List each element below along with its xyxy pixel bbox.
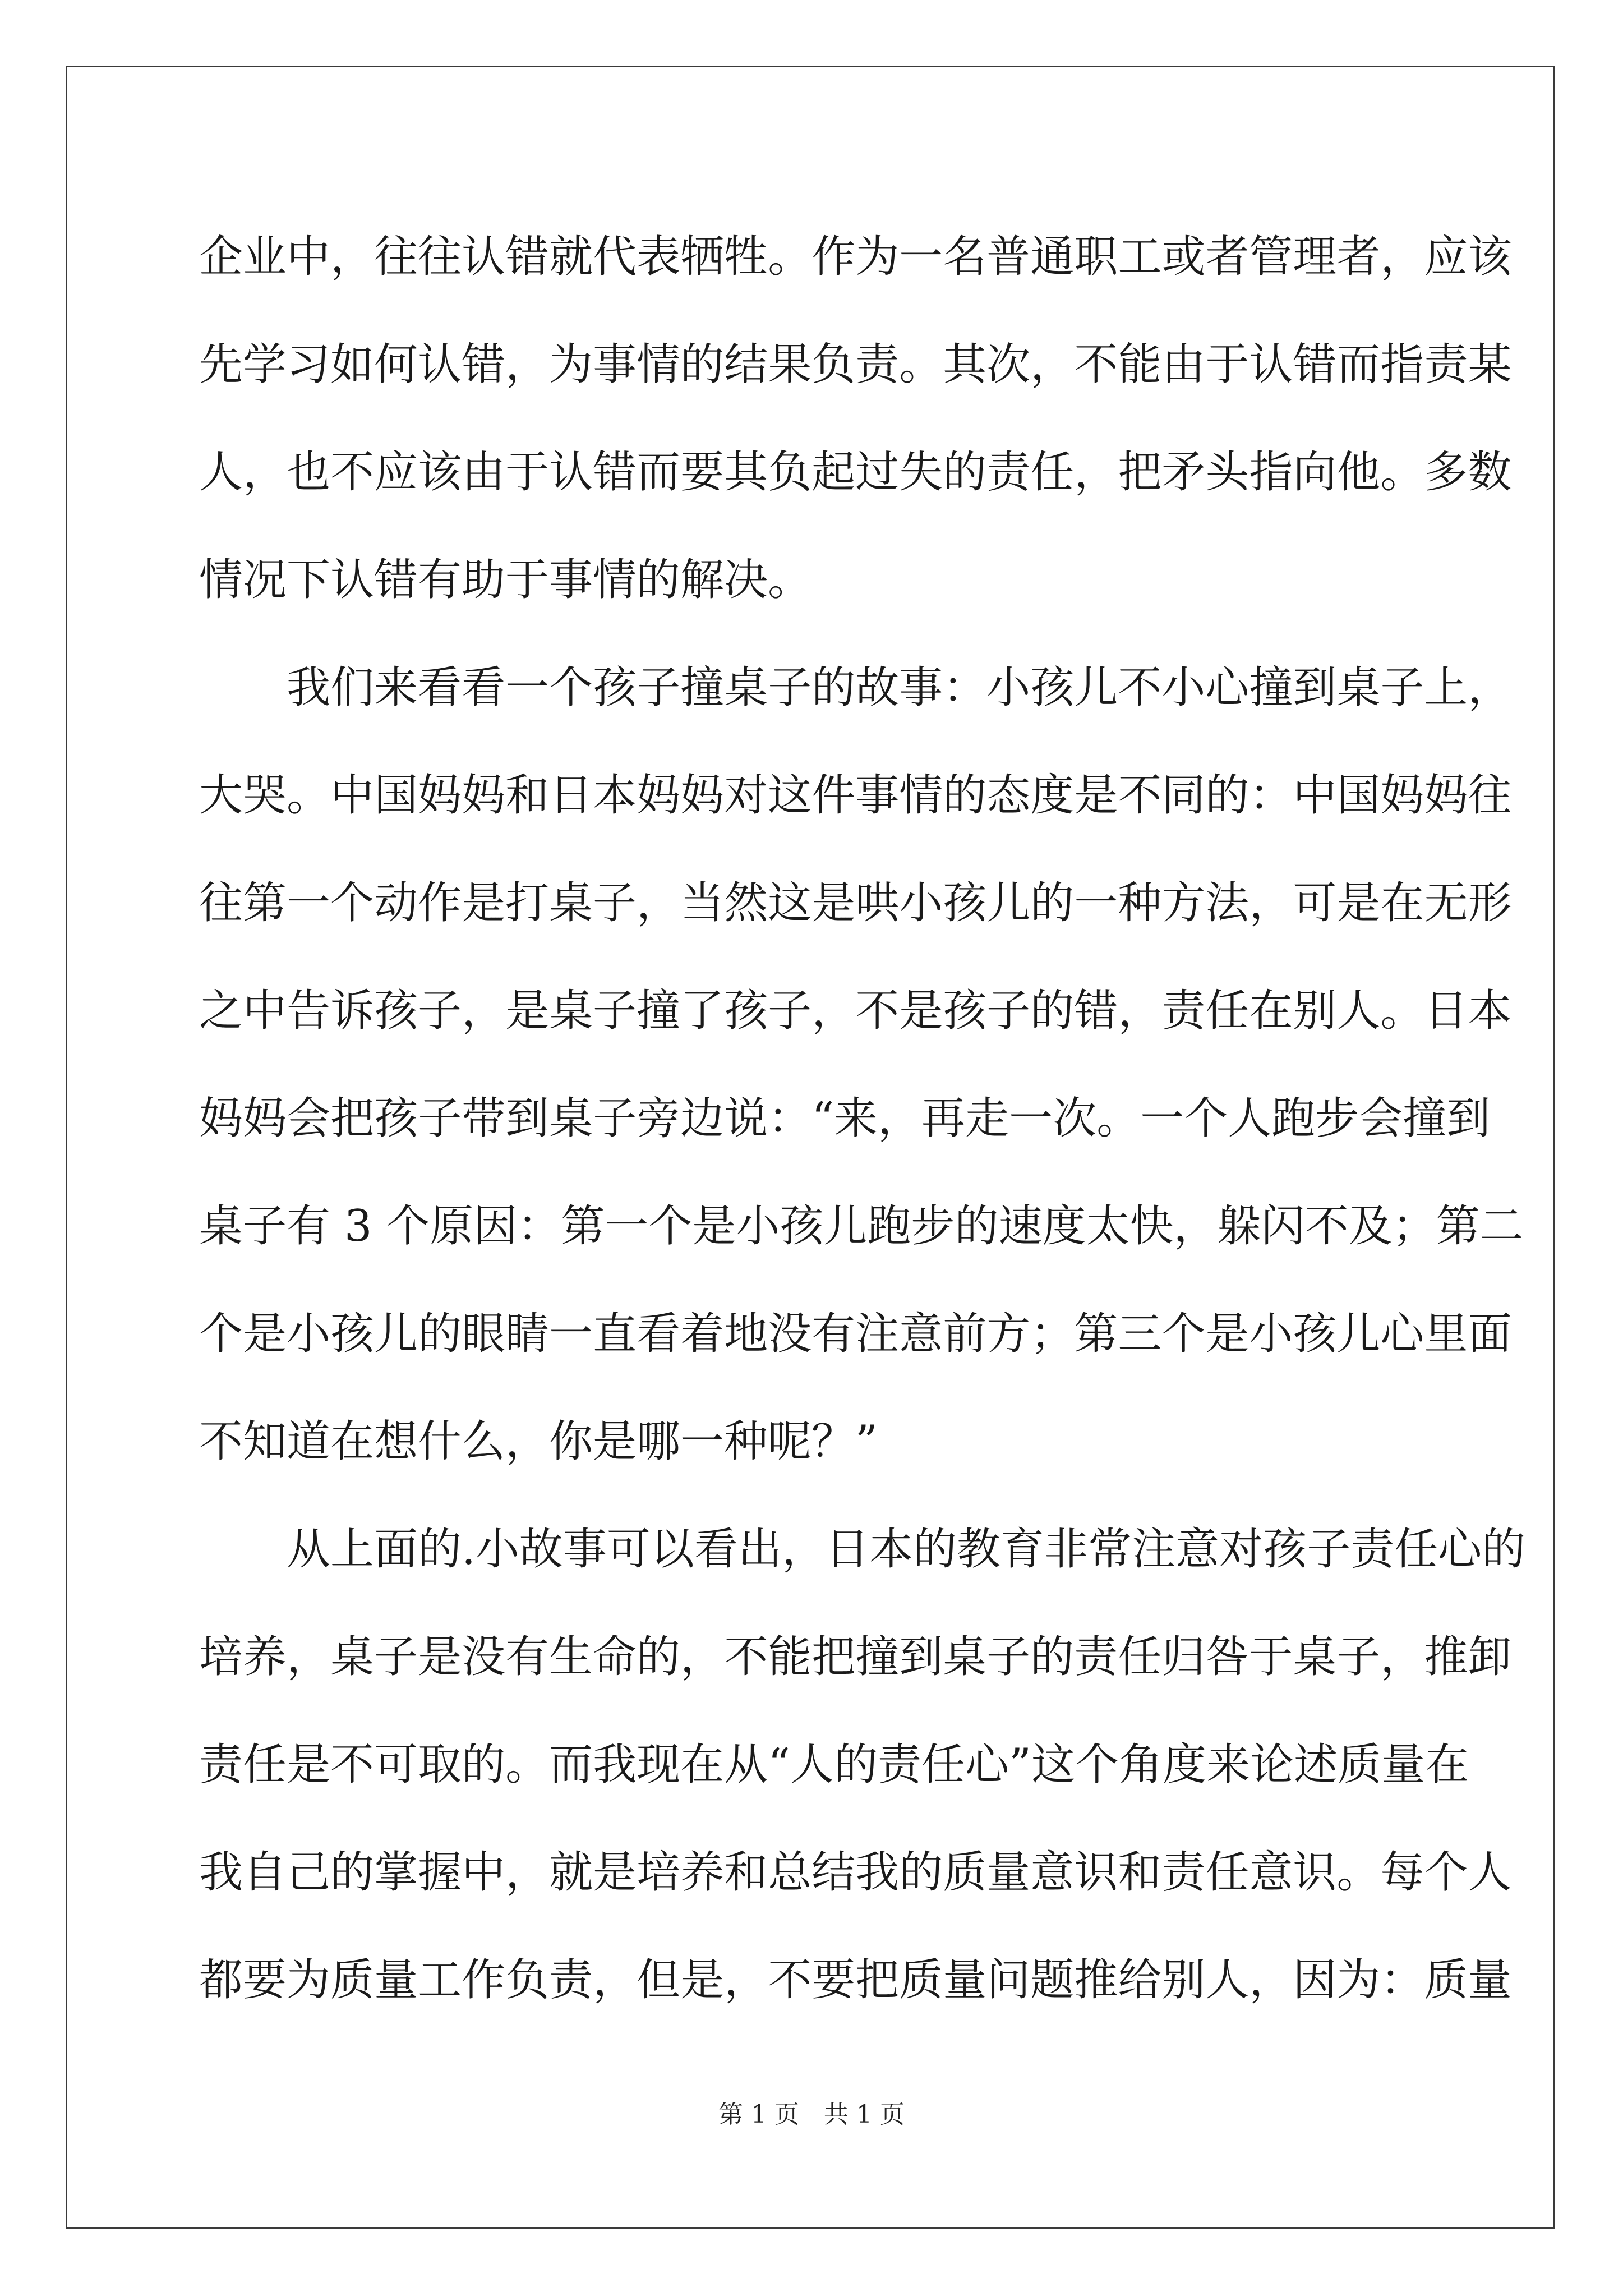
page-footer: 第 1 页 共 1 页 — [718, 2100, 905, 2129]
text-line: 不知道在想什么，你是哪一种呢？” — [199, 1416, 878, 1467]
text-line: 人 ， 也 不 应 该 由 于 认 错 而 要 其 负 起 过 失 的 责 任 ， 把 矛 头 指 向 他 。 多 数 — [199, 447, 1512, 498]
text-line: 责 任 是 不 可 取 的 。 而 我 现 在 从 “ 人 的 责 任 心 ” 这 个 角 度 来 论 述 质 量 在 — [199, 1740, 1469, 1790]
text-line: 我 自 己 的 掌 握 中 ， 就 是 培 养 和 总 结 我 的 质 量 意 识 和 责 任 意 识 。 每 个 人 — [199, 1847, 1512, 1898]
text-line: 桌 子 有 3 个 原 因 ： 第 一 个 是 小 孩 儿 跑 步 的 速 度 太 快 ， 躲 闪 不 及 ； 第 二 — [199, 1201, 1524, 1251]
text-line: 情况下认错有助于事情的解决。 — [199, 555, 812, 605]
text-line: 大 哭 。 中 国 妈 妈 和 日 本 妈 妈 对 这 件 事 情 的 态 度 是 不 同 的 ： 中 国 妈 妈 往 — [199, 770, 1512, 821]
text-line: 妈 妈 会 把 孩 子 带 到 桌 子 旁 边 说 ： “ 来 ， 再 走 一 次 。 一 个 人 跑 步 会 撞 到 — [199, 1093, 1491, 1144]
text-line: 个 是 小 孩 儿 的 眼 睛 一 直 看 着 地 没 有 注 意 前 方 ； 第 三 个 是 小 孩 儿 心 里 面 — [199, 1309, 1512, 1359]
text-line: 从 上 面 的 . 小 故 事 可 以 看 出 ， 日 本 的 教 育 非 常 注 意 对 孩 子 责 任 心 的 — [287, 1524, 1526, 1575]
text-line: 之 中 告 诉 孩 子 ， 是 桌 子 撞 了 孩 子 ， 不 是 孩 子 的 错 ， 责 任 在 别 人 。 日 本 — [199, 986, 1512, 1036]
text-line: 往 第 一 个 动 作 是 打 桌 子 ， 当 然 这 是 哄 小 孩 儿 的 一 种 方 法 ， 可 是 在 无 形 — [199, 878, 1512, 928]
text-line: 先 学 习 如 何 认 错 ， 为 事 情 的 结 果 负 责 。 其 次 ， 不 能 由 于 认 错 而 指 责 某 — [199, 339, 1512, 390]
text-line: 企 业 中 ， 往 往 认 错 就 代 表 牺 牲 。 作 为 一 名 普 通 职 工 或 者 管 理 者 ， 应 该 — [199, 232, 1512, 282]
text-line: 我 们 来 看 看 一 个 孩 子 撞 桌 子 的 故 事 ： 小 孩 儿 不 小 心 撞 到 桌 子 上 ， — [287, 662, 1512, 713]
text-line: 培 养 ， 桌 子 是 没 有 生 命 的 ， 不 能 把 撞 到 桌 子 的 责 任 归 咎 于 桌 子 ， 推 卸 — [199, 1632, 1512, 1682]
document-body — [199, 203, 1526, 2034]
text-line: 都 要 为 质 量 工 作 负 责 ， 但 是 ， 不 要 把 质 量 问 题 推 给 别 人 ， 因 为 ： 质 量 — [199, 1955, 1512, 2005]
